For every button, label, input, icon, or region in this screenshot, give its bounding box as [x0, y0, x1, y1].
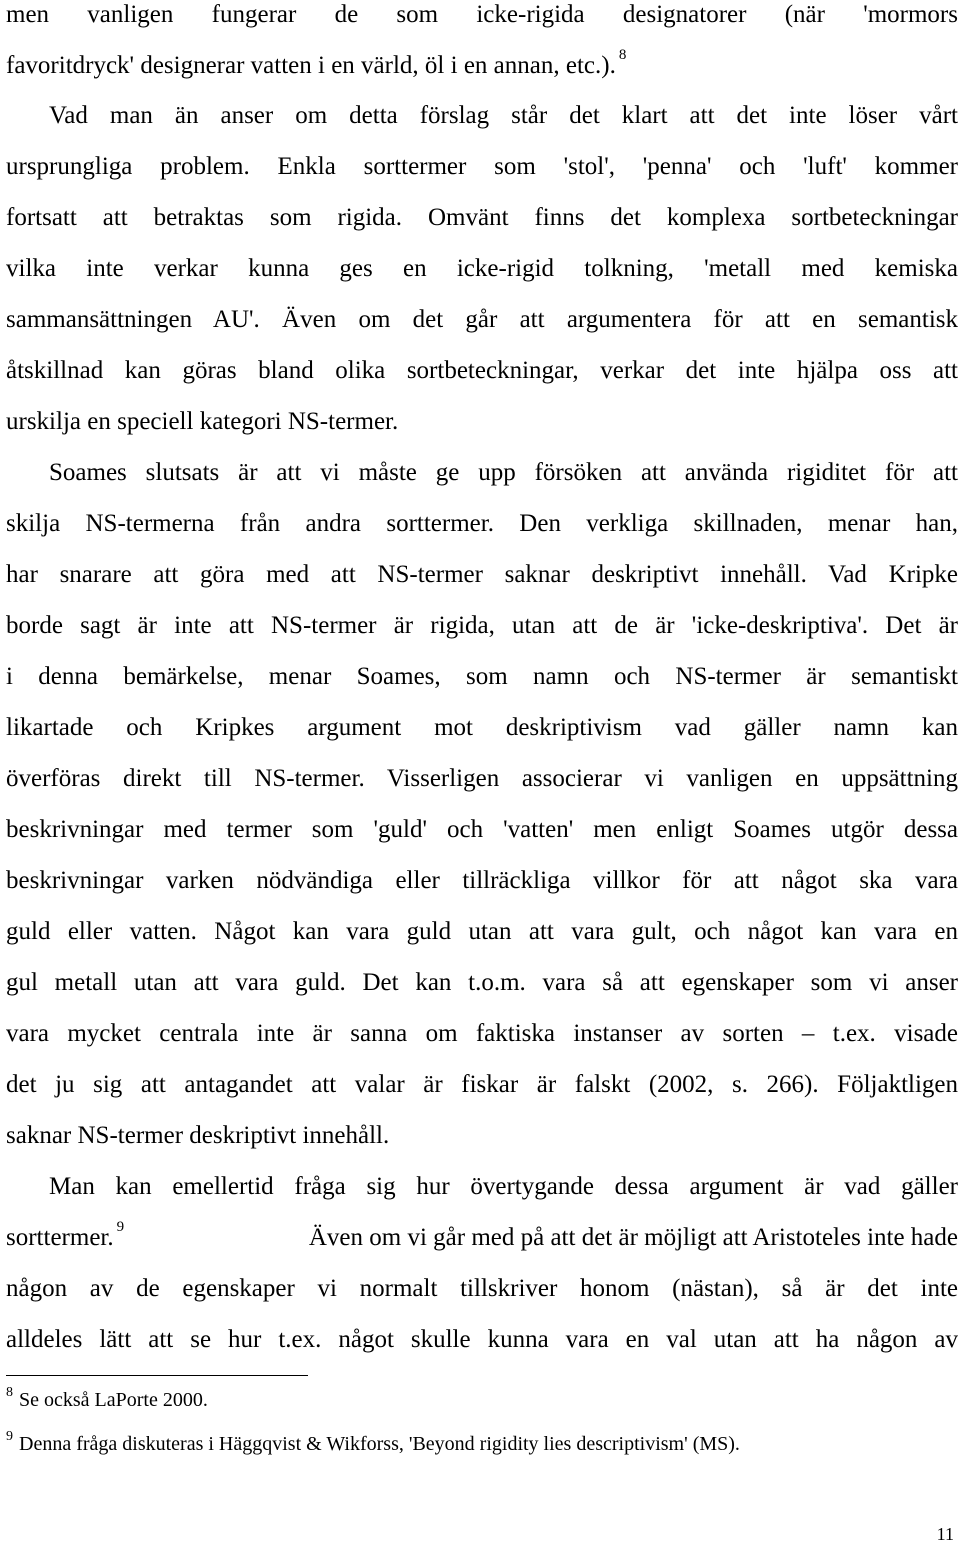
footnote-9: $^9$ Denna fråga diskuteras i Häggqvist & Wikforss, 'Beyond rigidity lies descriptivism' (MS).: [6, 1429, 740, 1455]
body-line: fortsatt att betraktas som rigida. Omvänt finns det komplexa sortbeteckningar: [6, 204, 958, 231]
document-page: [6, 0, 958, 1543]
body-line: vara mycket centrala inte är sanna om faktiska instanser av sorten – t.ex. visade: [6, 1020, 958, 1047]
body-line: borde sagt är inte att NS-termer är rigida, utan att de är 'icke-deskriptiva'. Det är: [6, 612, 958, 639]
body-line: Vad man än anser om detta förslag står det klart att det inte löser vårt: [49, 102, 958, 129]
body-line: urskilja en speciell kategori NS-termer.: [6, 408, 399, 435]
body-line: guld eller vatten. Något kan vara guld utan att vara gult, och något kan vara en: [6, 918, 958, 945]
body-line: sorttermer. $^9$ Även om vi går med på att det är möjligt att Aristoteles inte hade: [6, 1219, 958, 1251]
body-line: saknar NS-termer deskriptivt innehåll.: [6, 1122, 390, 1149]
footnote-8: $^8$ Se också LaPorte 2000.: [6, 1385, 208, 1411]
body-line: ursprungliga problem. Enkla sorttermer som 'stol', 'penna' och 'luft' kommer: [6, 153, 958, 180]
body-line: favoritdryck' designerar vatten i en värld, öl i en annan, etc.). $^8$: [6, 47, 627, 79]
page-number: 11: [936, 1524, 954, 1544]
body-line: i denna bemärkelse, menar Soames, som namn och NS-termer är semantiskt: [6, 663, 958, 690]
body-line: alldeles lätt att se hur t.ex. något skulle kunna vara en val utan att ha någon av: [6, 1326, 958, 1353]
body-line: men vanligen fungerar de som icke-rigida designatorer (när 'mormors: [6, 1, 958, 28]
body-line: gul metall utan att vara guld. Det kan t.o.m. vara så att egenskaper som vi anser: [6, 969, 958, 996]
body-line: det ju sig att antagandet att valar är fiskar är falskt (2002, s. 266). Följaktligen: [6, 1071, 958, 1098]
body-line: har snarare att göra med att NS-termer saknar deskriptivt innehåll. Vad Kripke: [6, 561, 958, 588]
body-line: likartade och Kripkes argument mot deskriptivism vad gäller namn kan: [6, 714, 958, 741]
body-line: åtskillnad kan göras bland olika sortbeteckningar, verkar det inte hjälpa oss att: [6, 357, 958, 384]
body-line: Man kan emellertid fråga sig hur övertygande dessa argument är vad gäller: [49, 1173, 958, 1200]
body-line: överföras direkt till NS-termer. Visserligen associerar vi vanligen en uppsättning: [6, 765, 958, 792]
footnote-ref-9[interactable]: 9: [116, 1219, 125, 1235]
body-line: sammansättningen AU'. Även om det går att argumentera för att en semantisk: [6, 306, 958, 333]
footnote-divider: [6, 1375, 308, 1376]
body-line: någon av de egenskaper vi normalt tillskriver honom (nästan), så är det inte: [6, 1275, 958, 1302]
body-line: beskrivningar med termer som 'guld' och 'vatten' men enligt Soames utgör dessa: [6, 816, 958, 843]
footnote-ref-8[interactable]: 8: [618, 47, 627, 63]
body-line: beskrivningar varken nödvändiga eller tillräckliga villkor för att något ska vara: [6, 867, 958, 894]
body-line: vilka inte verkar kunna ges en icke-rigid tolkning, 'metall med kemiska: [6, 255, 958, 282]
body-line: skilja NS-termerna från andra sorttermer. Den verkliga skillnaden, menar han,: [6, 510, 958, 537]
body-line: Soames slutsats är att vi måste ge upp försöken att använda rigiditet för att: [49, 459, 958, 486]
